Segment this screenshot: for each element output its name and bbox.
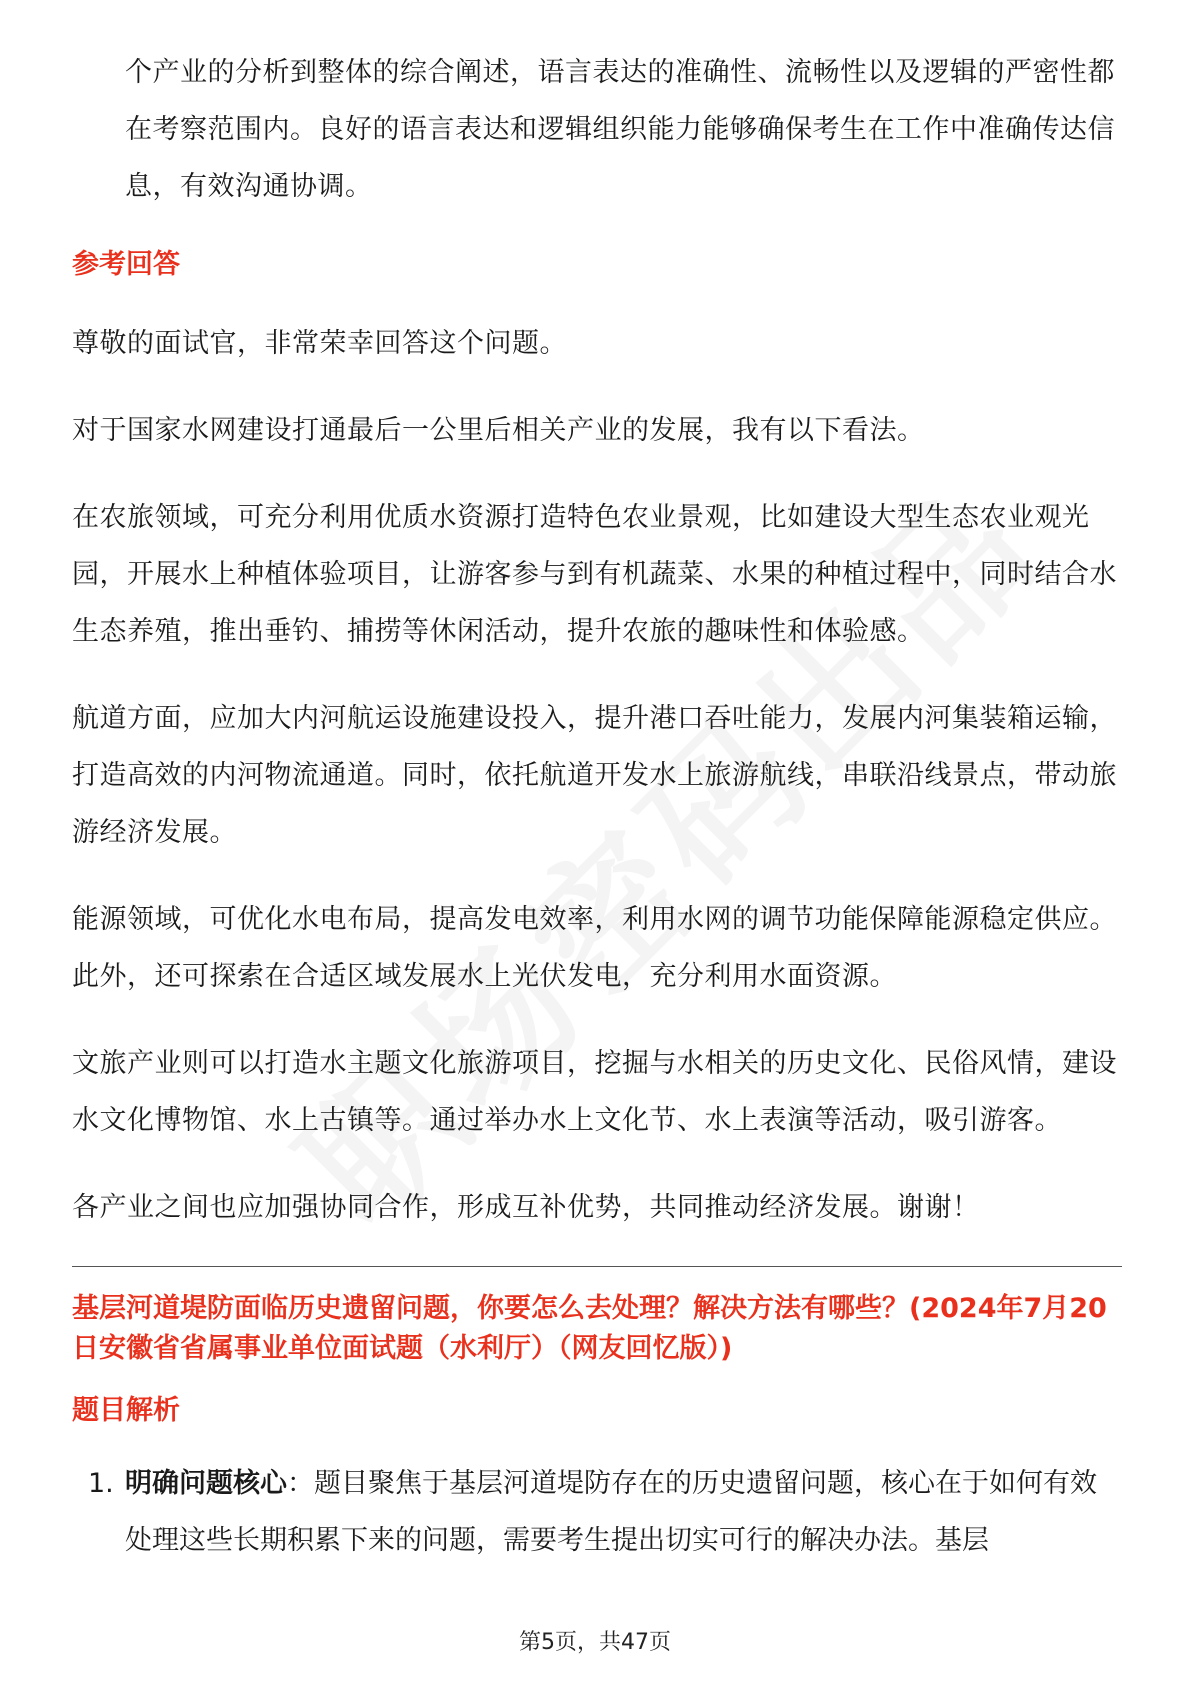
content [72,44,1122,1569]
section-divider [72,1266,1122,1267]
page-footer: 第5页，共47页 [519,1630,671,1655]
answer-paragraph: 能源领域，可优化水电布局，提高发电效率，利用水网的调节功能保障能源稳定供应。此外，还可探索在合适区域发展水上光伏发电，充分利用水面资源。 [72,904,1117,992]
analysis-heading: 题目解析 [72,1395,180,1426]
answer-paragraph: 文旅产业则可以打造水主题文化旅游项目，挖掘与水相关的历史文化、民俗风情，建设水文化博物馆、水上古镇等。通过举办水上文化节、水上表演等活动，吸引游客。 [72,1048,1117,1136]
analysis-list [72,1455,1122,1569]
question-title: 基层河道堤防面临历史遗留问题，你要怎么去处理？解决方法有哪些？(2024年7月20日安徽省省属事业单位面试题（水利厅）（网友回忆版）) [72,1293,1107,1364]
list-item-label: 明确问题核心 [125,1468,287,1499]
intro-paragraph: 个产业的分析到整体的综合阐述，语言表达的准确性、流畅性以及逻辑的严密性都在考察范围内。良好的语言表达和逻辑组织能力能够确保考生在工作中准确传达信息，有效沟通协调。 [125,57,1115,202]
list-item-text: ：题目聚焦于基层河道堤防存在的历史遗留问题，核心在于如何有效处理这些长期积累下来的问题，需要考生提出切实可行的解决办法。基层 [125,1468,1097,1556]
list-number: 1. [88,1468,114,1499]
answer-paragraph: 在农旅领域，可充分利用优质水资源打造特色农业景观，比如建设大型生态农业观光园，开展水上种植体验项目，让游客参与到有机蔬菜、水果的种植过程中，同时结合水生态养殖，推出垂钓、捕捞等休闲活动，提升农旅的趣味性和体验感。 [72,502,1117,647]
answer-paragraph: 各产业之间也应加强协同合作，形成互补优势，共同推动经济发展。谢谢！ [72,1192,980,1223]
list-item [72,1455,1122,1569]
answer-paragraph: 对于国家水网建设打通最后一公里后相关产业的发展，我有以下看法。 [72,415,925,446]
answer-paragraph: 航道方面，应加大内河航运设施建设投入，提升港口吞吐能力，发展内河集装箱运输，打造高效的内河物流通道。同时，依托航道开发水上旅游航线，串联沿线景点，带动旅游经济发展。 [72,703,1117,848]
reference-heading: 参考回答 [72,249,180,280]
answer-paragraph: 尊敬的面试官，非常荣幸回答这个问题。 [72,328,567,359]
